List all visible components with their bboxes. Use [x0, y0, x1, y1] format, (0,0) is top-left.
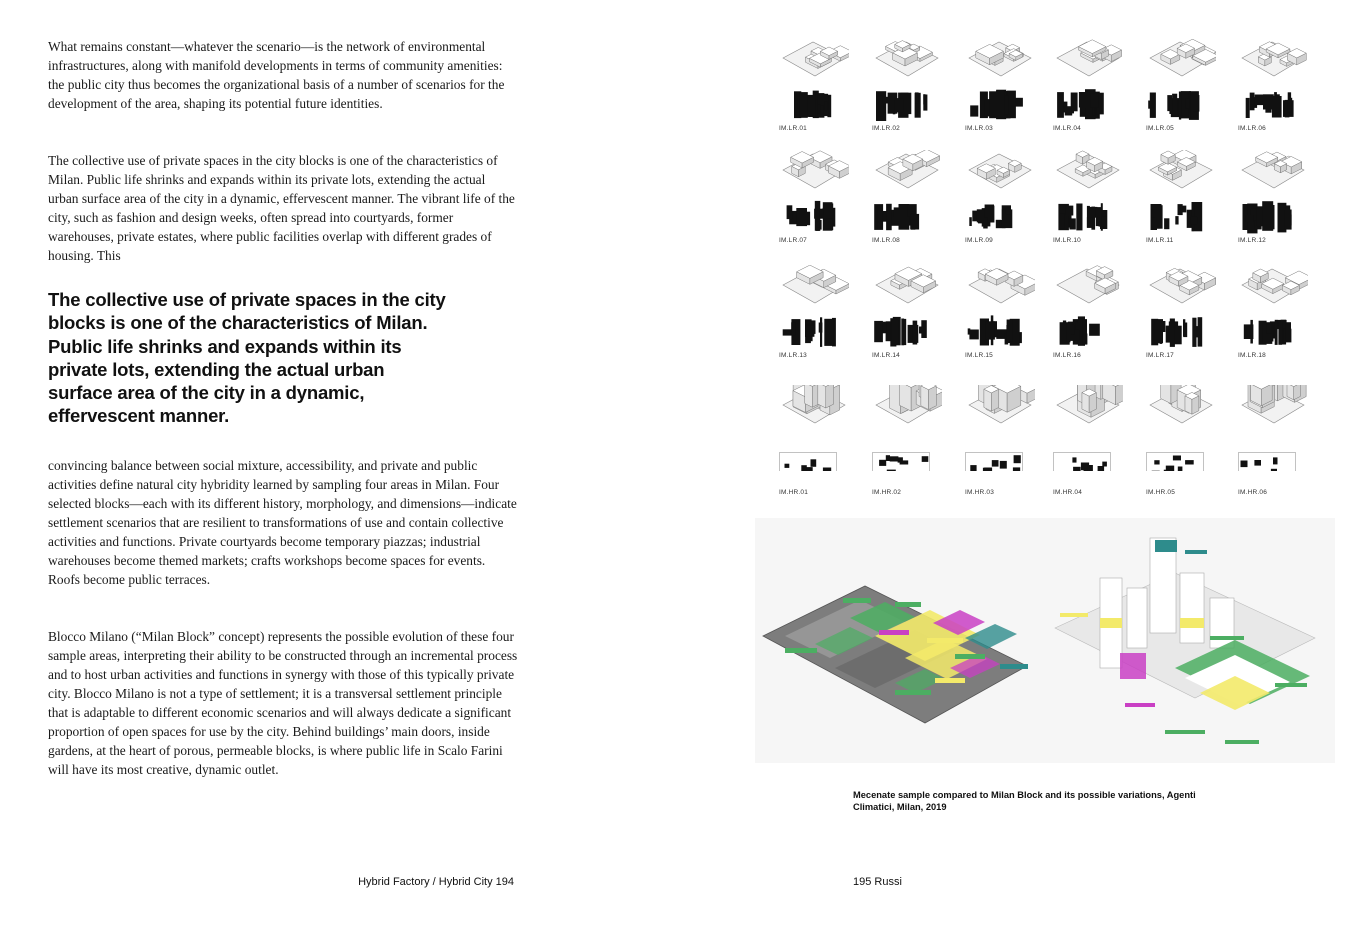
typology-diagram — [872, 385, 942, 496]
typology-label: IM.LR.01 — [779, 125, 807, 132]
typology-diagram — [1053, 150, 1123, 244]
typology-drawing — [872, 265, 942, 351]
typology-label: IM.LR.09 — [965, 237, 993, 244]
typology-label: IM.LR.10 — [1053, 237, 1081, 244]
typology-label: IM.LR.11 — [1146, 237, 1174, 244]
typology-drawing — [1238, 38, 1308, 124]
axonometric-drawing — [755, 518, 1335, 763]
typology-label: IM.LR.12 — [1238, 237, 1266, 244]
typology-diagram — [779, 265, 849, 359]
block-axonometric — [1055, 538, 1315, 744]
body-paragraph-3: convincing balance between social mixture, accessibility, and private and public activities define natural city hybridity learned by sampling four areas in Milan. Four selected blocks—each with its different history, morphology, and dimensions—indicate settlement scenarios that are resilient to transformations of use and contain collective activities and functions. Private courtyards become temporary piazzas; industrial warehouses become themed markets; crafts workshops become spaces for events. Roofs become public terraces. — [48, 458, 517, 587]
typology-diagram — [965, 150, 1035, 244]
typology-label: IM.LR.15 — [965, 352, 993, 359]
typology-label: IM.HR.01 — [779, 489, 809, 496]
body-paragraph-2: The collective use of private spaces in the city blocks is one of the characteristics of Milan. Public life shrinks and expands within its private lots, extending the actual urban surface area of the city in a dynamic, effervescent manner. The vibrant life of the city, such as fashion and design weeks, often spread into courtyards, former warehouses, private estates, where public facilities overlap with different grades of housing. This — [48, 153, 515, 263]
typology-drawing — [1053, 385, 1123, 471]
typology-diagram — [779, 38, 849, 132]
typology-drawing — [965, 150, 1035, 236]
typology-label: IM.HR.04 — [1053, 489, 1083, 496]
site-plan-aerial — [763, 586, 1028, 723]
typology-label: IM.LR.02 — [872, 125, 900, 132]
typology-diagram — [1146, 150, 1216, 244]
body-paragraph-4: Blocco Milano (“Milan Block” concept) represents the possible evolution of these four sample areas, interpreting their ability to be constructed through an incremental process and to host urban activities and functions in synergy with those of this typically private city. Blocco Milano is not a type of settlement; it is a transversal settlement principle that is adaptable to different economic scenarios and will always dedicate a significant proportion of open spaces for use by the city. Behind buildings’ main doors, inside gardens, at the heart of porous, permeable blocks, is where public life in Scalo Farini will have its most creative, dynamic outlet. — [48, 629, 518, 777]
typology-label: IM.LR.06 — [1238, 125, 1266, 132]
typology-label: IM.HR.06 — [1238, 489, 1268, 496]
typology-diagram — [1053, 385, 1123, 496]
typology-diagram — [872, 265, 942, 359]
typology-drawing — [1238, 385, 1308, 471]
typology-diagram — [1238, 38, 1308, 132]
typology-drawing — [779, 38, 849, 124]
typology-diagram — [965, 38, 1035, 132]
typology-drawing — [1238, 150, 1308, 236]
typology-label: IM.LR.16 — [1053, 352, 1081, 359]
typology-diagram — [1053, 38, 1123, 132]
typology-drawing — [1053, 150, 1123, 236]
typology-drawing — [872, 150, 942, 236]
right-folio: 195 Russi — [853, 876, 902, 888]
typology-diagram — [1146, 265, 1216, 359]
typology-label: IM.HR.02 — [872, 489, 902, 496]
typology-label: IM.HR.05 — [1146, 489, 1176, 496]
left-folio: Hybrid Factory / Hybrid City 194 — [358, 876, 514, 888]
typology-label: IM.LR.07 — [779, 237, 807, 244]
figure-caption: Mecenate sample compared to Milan Block and its possible variations, Agenti Climatici, Milan, 2019 — [853, 790, 1196, 812]
typology-drawing — [1146, 265, 1216, 351]
typology-label: IM.LR.17 — [1146, 352, 1174, 359]
typology-label: IM.LR.04 — [1053, 125, 1081, 132]
typology-drawing — [1238, 265, 1308, 351]
typology-diagram — [1053, 265, 1123, 359]
typology-diagram — [965, 385, 1035, 496]
typology-label: IM.HR.03 — [965, 489, 995, 496]
typology-label: IM.LR.18 — [1238, 352, 1266, 359]
typology-label: IM.LR.08 — [872, 237, 900, 244]
body-paragraph-1: What remains constant—whatever the scenario—is the network of environmental infrastructures, along with manifold developments in terms of community amenities: the public city thus becomes the organizational basis of a number of scenarios for the development of the area, shaping its potential future identities. — [48, 39, 505, 111]
typology-label: IM.LR.03 — [965, 125, 993, 132]
typology-diagram — [779, 385, 849, 496]
typology-drawing — [872, 38, 942, 124]
typology-drawing — [779, 385, 849, 471]
typology-drawing — [1053, 265, 1123, 351]
typology-drawing — [1053, 38, 1123, 124]
typology-diagram — [1146, 385, 1216, 496]
typology-drawing — [872, 385, 942, 471]
typology-drawing — [779, 265, 849, 351]
typology-diagram — [872, 38, 942, 132]
typology-diagram — [1238, 265, 1308, 359]
typology-diagram — [779, 150, 849, 244]
typology-drawing — [1146, 150, 1216, 236]
typology-drawing — [779, 150, 849, 236]
typology-drawing — [965, 265, 1035, 351]
typology-diagram — [872, 150, 942, 244]
typology-drawing — [1146, 38, 1216, 124]
typology-diagram — [1146, 38, 1216, 132]
pull-quote: The collective use of private spaces in the city blocks is one of the characteristics of Milan. Public life shrinks and expands within its private lots, extending the actual urban surface area of the city in a dynamic, effervescent manner. — [48, 289, 446, 427]
typology-label: IM.LR.05 — [1146, 125, 1174, 132]
typology-drawing — [965, 38, 1035, 124]
axonometric-figure — [755, 518, 1335, 763]
typology-label: IM.LR.14 — [872, 352, 900, 359]
typology-drawing — [1146, 385, 1216, 471]
typology-diagram — [1238, 385, 1308, 496]
typology-diagram — [1238, 150, 1308, 244]
typology-label: IM.LR.13 — [779, 352, 807, 359]
typology-drawing — [965, 385, 1035, 471]
typology-diagram — [965, 265, 1035, 359]
